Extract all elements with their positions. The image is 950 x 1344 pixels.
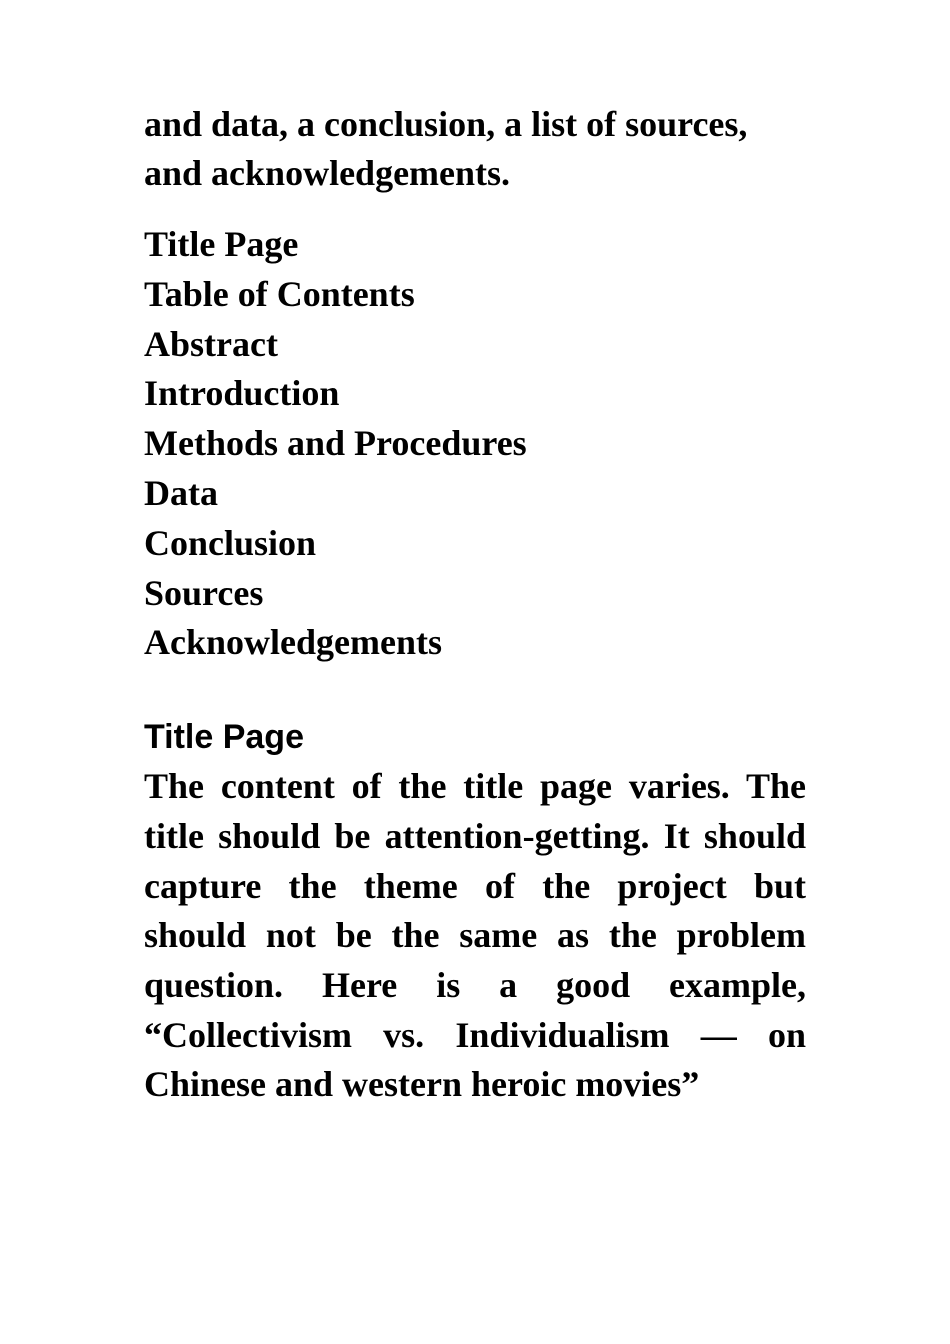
section-body-paragraph: The content of the title page varies. The title should be attention-getting. It should capture the theme of the project but should not be the same as the problem question. Here is a good example, “Collectivism vs. Individualism — on Chinese and western heroic movies” <box>144 766 806 1105</box>
toc-item-acknowledgements: Acknowledgements <box>144 622 442 663</box>
page-content <box>144 100 806 1110</box>
toc-item-conclusion: Conclusion <box>144 522 317 563</box>
intro-paragraph: and data, a conclusion, a list of sources, and acknowledgements. <box>144 104 748 193</box>
contents-list <box>144 220 806 668</box>
toc-item-table-of-contents: Table of Contents <box>144 273 415 314</box>
toc-item-methods-and-procedures: Methods and Procedures <box>144 423 527 464</box>
section-heading: Title Page <box>144 718 304 757</box>
toc-item-abstract: Abstract <box>144 323 278 364</box>
toc-item-introduction: Introduction <box>144 373 340 414</box>
toc-item-data: Data <box>144 472 218 513</box>
toc-item-sources: Sources <box>144 572 264 613</box>
toc-item-title-page: Title Page <box>144 224 299 264</box>
